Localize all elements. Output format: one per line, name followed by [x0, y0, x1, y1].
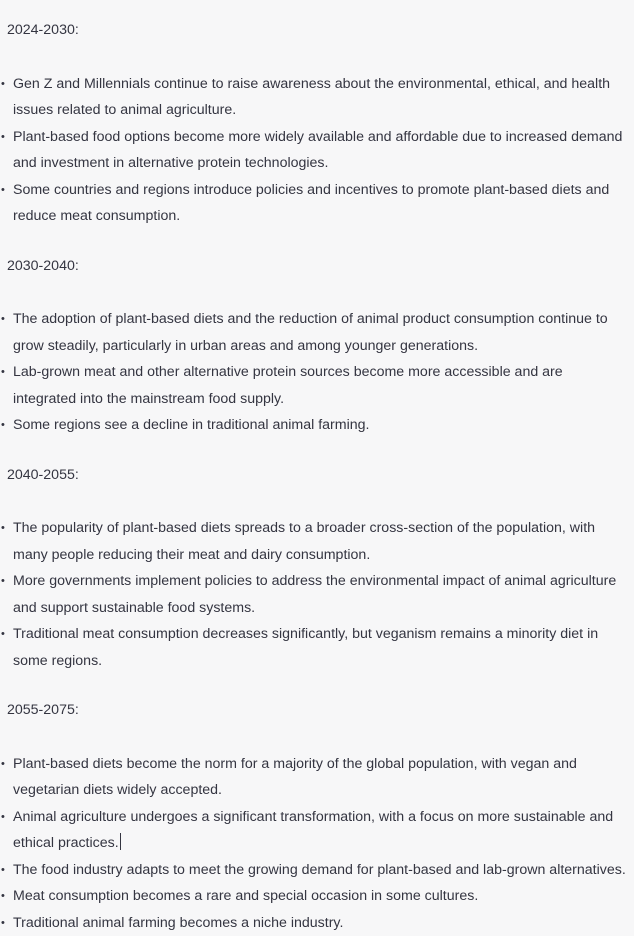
bullet-dot-icon: • — [1, 621, 5, 648]
list-item — [0, 71, 634, 124]
bullet-list — [0, 751, 634, 936]
list-item-text: More governments implement policies to address the environmental impact of animal agriculture and support sustainable food systems. — [13, 573, 616, 616]
bullet-dot-icon: • — [1, 359, 5, 386]
bullet-dot-icon: • — [1, 910, 5, 936]
bullet-dot-icon: • — [1, 857, 5, 884]
list-item — [0, 857, 634, 884]
timeline-section-2055-2075 — [0, 697, 634, 936]
bullet-dot-icon: • — [1, 804, 5, 831]
timeline-document — [0, 17, 634, 936]
list-item — [0, 306, 634, 359]
list-item-text: Lab-grown meat and other alternative protein sources become more accessible and are integrated into the mainstream food supply. — [13, 364, 563, 407]
section-heading: 2024-2030: — [7, 17, 634, 44]
text-cursor-icon — [120, 833, 121, 850]
bullet-list — [0, 306, 634, 439]
bullet-dot-icon: • — [1, 306, 5, 333]
list-item — [0, 412, 634, 439]
list-item — [0, 751, 634, 804]
list-item-text: Traditional meat consumption decreases significantly, but veganism remains a minority diet in some regions. — [13, 626, 598, 669]
list-item — [0, 568, 634, 621]
list-item — [0, 910, 634, 936]
list-item — [0, 883, 634, 910]
bullet-list — [0, 71, 634, 230]
section-heading: 2040-2055: — [7, 462, 634, 489]
bullet-dot-icon: • — [1, 124, 5, 151]
list-item-text: Some countries and regions introduce policies and incentives to promote plant-based diets and reduce meat consumption. — [13, 182, 609, 225]
list-item-text: Plant-based diets become the norm for a majority of the global population, with vegan and vegetarian diets widely accepted. — [13, 756, 577, 799]
section-heading: 2030-2040: — [7, 253, 634, 280]
timeline-section-2040-2055 — [0, 462, 634, 675]
list-item-text: The adoption of plant-based diets and the reduction of animal product consumption continue to grow steadily, particularly in urban areas and among younger generations. — [13, 311, 608, 354]
list-item — [0, 177, 634, 230]
bullet-dot-icon: • — [1, 71, 5, 98]
list-item-text: The food industry adapts to meet the growing demand for plant-based and lab-grown alternatives. — [13, 862, 626, 878]
list-item-text: Some regions see a decline in traditional animal farming. — [13, 417, 369, 433]
list-item-text: Traditional animal farming becomes a niche industry. — [13, 915, 343, 931]
bullet-dot-icon: • — [1, 883, 5, 910]
timeline-section-2030-2040 — [0, 253, 634, 439]
bullet-list — [0, 515, 634, 674]
bullet-dot-icon: • — [1, 515, 5, 542]
bullet-dot-icon: • — [1, 177, 5, 204]
list-item — [0, 359, 634, 412]
bullet-dot-icon: • — [1, 568, 5, 595]
bullet-dot-icon: • — [1, 412, 5, 439]
list-item — [0, 124, 634, 177]
list-item-text: Gen Z and Millennials continue to raise awareness about the environmental, ethical, and health issues related to animal agriculture. — [13, 76, 610, 119]
timeline-section-2024-2030 — [0, 17, 634, 230]
list-item-text: Plant-based food options become more widely available and affordable due to increased demand and investment in alternative protein technologies. — [13, 129, 622, 172]
bullet-dot-icon: • — [1, 751, 5, 778]
section-heading: 2055-2075: — [7, 697, 634, 724]
list-item-text: The popularity of plant-based diets spreads to a broader cross-section of the population, with many people reducing their meat and dairy consumption. — [13, 520, 595, 563]
list-item — [0, 804, 634, 857]
list-item — [0, 621, 634, 674]
list-item-text: Meat consumption becomes a rare and special occasion in some cultures. — [13, 888, 478, 904]
list-item — [0, 515, 634, 568]
list-item-text: Animal agriculture undergoes a significant transformation, with a focus on more sustainable and ethical practices. — [13, 809, 613, 852]
